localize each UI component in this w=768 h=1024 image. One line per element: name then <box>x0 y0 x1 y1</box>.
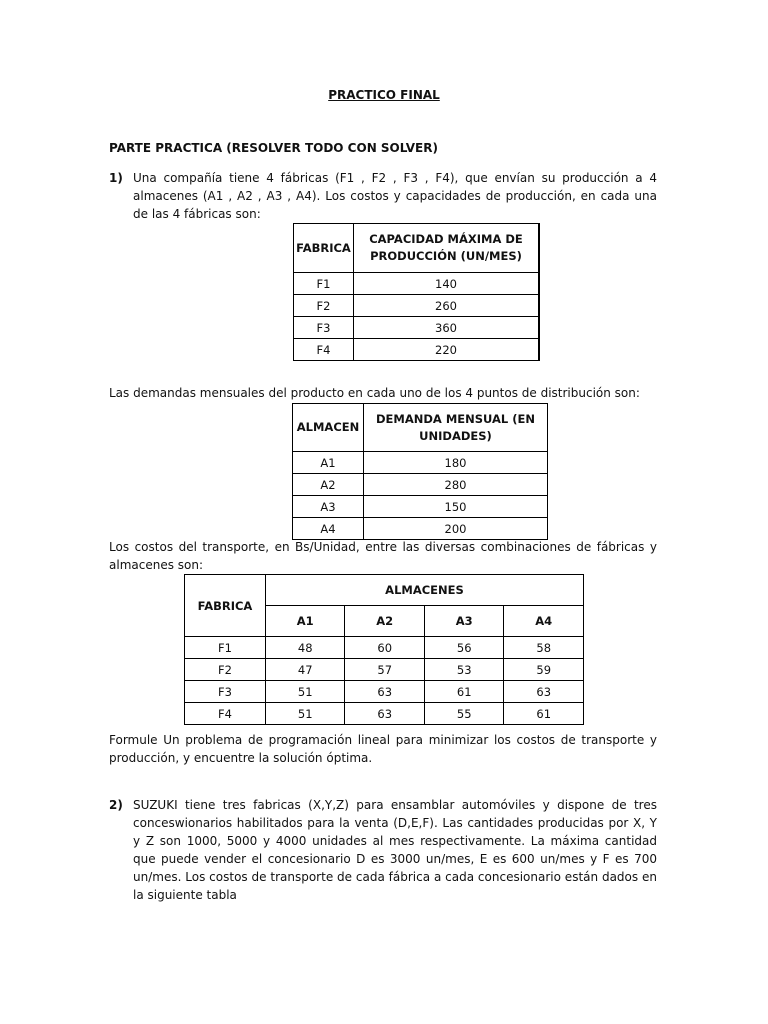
problem-2-number: 2) <box>109 798 123 812</box>
header-fabrica: FABRICA <box>185 575 266 637</box>
cell: F3 <box>294 317 354 339</box>
cell: 63 <box>345 703 424 725</box>
cell: 53 <box>424 659 503 681</box>
header-capacity: CAPACIDAD MÁXIMA DE PRODUCCIÓN (UN/MES) <box>354 224 540 273</box>
cell: 61 <box>424 681 503 703</box>
cell: 220 <box>354 339 540 361</box>
cell: 61 <box>504 703 584 725</box>
cell: 150 <box>364 496 548 518</box>
cell: F4 <box>185 703 266 725</box>
table-row <box>185 703 584 725</box>
cell: 47 <box>266 659 345 681</box>
cell: F2 <box>185 659 266 681</box>
table-row <box>185 681 584 703</box>
cell: F4 <box>294 339 354 361</box>
cell: 55 <box>424 703 503 725</box>
cell: F1 <box>294 273 354 295</box>
table-row <box>294 295 540 317</box>
table-row <box>293 496 548 518</box>
cell: 180 <box>364 452 548 474</box>
formulate-text: Formule Un problema de programación lineal para minimizar los costos de transporte y producción, y encuentre la solución óptima. <box>109 733 657 765</box>
table-row <box>185 637 584 659</box>
cell: A4 <box>293 518 364 540</box>
header-almacen: ALMACEN <box>293 404 364 452</box>
cell: F1 <box>185 637 266 659</box>
problem-1-intro <box>109 169 657 223</box>
table-row <box>185 659 584 681</box>
table-row <box>293 452 548 474</box>
table-row <box>294 273 540 295</box>
table-header-row <box>185 575 584 606</box>
cell: 360 <box>354 317 540 339</box>
header-fabrica: FABRICA <box>294 224 354 273</box>
cell: F3 <box>185 681 266 703</box>
demand-table <box>292 403 548 540</box>
cell: 48 <box>266 637 345 659</box>
header-almacenes: ALMACENES <box>266 575 584 606</box>
cell: A3 <box>293 496 364 518</box>
table-header-row <box>293 404 548 452</box>
cell: F2 <box>294 295 354 317</box>
cell: 51 <box>266 681 345 703</box>
header-a4: A4 <box>504 606 584 637</box>
transport-cost-table <box>184 574 584 725</box>
problem-1-number: 1) <box>109 171 123 185</box>
cell: 280 <box>364 474 548 496</box>
cell: 140 <box>354 273 540 295</box>
cell: 63 <box>504 681 584 703</box>
header-a1: A1 <box>266 606 345 637</box>
cell: 260 <box>354 295 540 317</box>
table-row <box>294 339 540 361</box>
cell: 57 <box>345 659 424 681</box>
capacity-table <box>293 223 540 361</box>
problem-1-intro-text: Una compañía tiene 4 fábricas (F1 , F2 , F3 , F4), que envían su producción a 4 almacenes (A1 , A2 , A3 , A4). Los costos y capacidades de producción, en cada una de las 4 fábricas son: <box>133 171 657 221</box>
header-demand: DEMANDA MENSUAL (EN UNIDADES) <box>364 404 548 452</box>
table-row <box>293 474 548 496</box>
transport-text: Los costos del transporte, en Bs/Unidad, entre las diversas combinaciones de fábricas y almacenes son: <box>109 540 657 572</box>
cell: 200 <box>364 518 548 540</box>
problem-2-text: SUZUKI tiene tres fabricas (X,Y,Z) para ensamblar automóviles y dispone de tres conceswionarios habilitados para la venta (D,E,F). Las cantidades producidas por X, Y y Z son 1000, 5000 y 4000 unidades al mes respectivamente. La máxima cantidad que puede vender el concesionario D es 3000 un/mes, E es 600 un/mes y F es 700 un/mes. Los costos de transporte de cada fábrica a cada concesionario están dados en la siguiente tabla <box>133 798 657 902</box>
table-row <box>294 317 540 339</box>
cell: 59 <box>504 659 584 681</box>
header-a3: A3 <box>424 606 503 637</box>
table-header-row <box>294 224 540 273</box>
cell: A2 <box>293 474 364 496</box>
demand-text: Las demandas mensuales del producto en cada uno de los 4 puntos de distribución son: <box>109 386 640 400</box>
cell: 51 <box>266 703 345 725</box>
problem-2 <box>109 796 657 904</box>
header-a2: A2 <box>345 606 424 637</box>
cell: 60 <box>345 637 424 659</box>
cell: 56 <box>424 637 503 659</box>
cell: 58 <box>504 637 584 659</box>
cell: A1 <box>293 452 364 474</box>
table-row <box>293 518 548 540</box>
cell: 63 <box>345 681 424 703</box>
document-title: PRACTICO FINAL <box>328 88 440 102</box>
section-heading: PARTE PRACTICA (RESOLVER TODO CON SOLVER) <box>109 141 438 155</box>
